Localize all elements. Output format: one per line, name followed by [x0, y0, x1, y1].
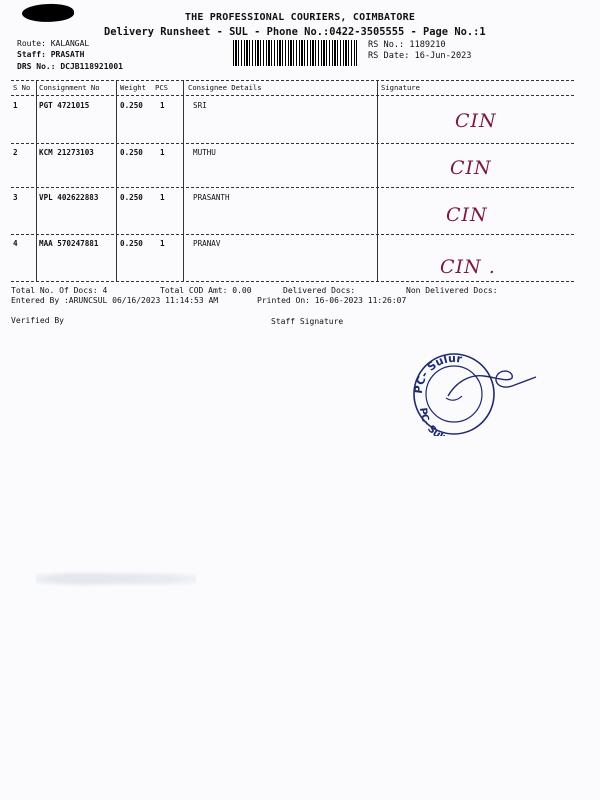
row-consignee: PRANAV	[193, 239, 221, 248]
row-pcs: 1	[160, 148, 165, 157]
company-title: THE PROFESSIONAL COURIERS, COIMBATORE	[184, 12, 416, 23]
printed-on: Printed On: 16-06-2023 11:26:07	[257, 296, 407, 305]
row-weight: 0.250	[120, 101, 143, 110]
faded-bleed-through	[36, 566, 196, 592]
signature-mark: CIN	[446, 204, 488, 226]
row-sno: 4	[13, 239, 18, 248]
col-header-signature: Signature	[381, 83, 420, 92]
row-divider	[11, 143, 574, 144]
row-consignment: PGT 4721015	[39, 101, 90, 110]
runsheet-subtitle: Delivery Runsheet - SUL - Phone No.:0422-3505555 - Page No.:1	[104, 26, 486, 38]
signature-mark: CIN .	[440, 256, 496, 278]
total-docs: Total No. Of Docs: 4	[11, 286, 108, 295]
row-weight: 0.250	[120, 239, 143, 248]
column-divider	[183, 80, 184, 281]
row-divider	[11, 234, 574, 235]
col-header-consignee: Consignee Details	[188, 83, 262, 92]
row-divider	[11, 187, 574, 188]
total-cod: Total COD Amt: 0.00	[160, 286, 252, 295]
rs-date: RS Date: 16-Jun-2023	[368, 51, 472, 61]
row-consignee: SRI	[193, 101, 207, 110]
column-divider	[377, 80, 378, 281]
col-header-consignment: Consignment No	[39, 83, 100, 92]
column-divider	[116, 80, 117, 281]
column-divider	[36, 80, 37, 281]
non-delivered-docs: Non Delivered Docs:	[406, 286, 498, 295]
entered-by: Entered By :ARUNCSUL 06/16/2023 11:14:53 AM	[11, 296, 219, 305]
signature-mark: CIN	[450, 157, 492, 179]
table-bottom-rule	[11, 281, 574, 282]
col-header-pcs: PCS	[155, 83, 168, 92]
row-sno: 3	[13, 193, 18, 202]
staff-signature-label: Staff Signature	[271, 317, 344, 326]
stamp-text-top: PC- Sulur	[412, 352, 463, 395]
col-header-weight: Weight	[120, 83, 146, 92]
row-pcs: 1	[160, 101, 165, 110]
row-sno: 1	[13, 101, 18, 110]
stamp-text-bottom: PC- Su	[416, 407, 443, 436]
row-consignee: MUTHU	[193, 148, 216, 157]
verified-by-label: Verified By	[11, 316, 64, 325]
row-sno: 2	[13, 148, 18, 157]
row-consignment: KCM 21273103	[39, 148, 94, 157]
staff-label: Staff: PRASATH	[17, 50, 85, 59]
drs-number: DRS No.: DCJB118921001	[17, 62, 123, 71]
row-consignee: PRASANTH	[193, 193, 230, 202]
delivered-docs: Delivered Docs:	[283, 286, 356, 295]
col-header-sno: S No	[13, 83, 31, 92]
route-label: Route: KALANGAL	[17, 39, 90, 48]
row-weight: 0.250	[120, 148, 143, 157]
barcode	[233, 40, 357, 66]
row-pcs: 1	[160, 193, 165, 202]
row-weight: 0.250	[120, 193, 143, 202]
table-top-rule	[11, 80, 574, 81]
signature-mark: CIN	[455, 110, 497, 132]
row-consignment: MAA 570247881	[39, 239, 99, 248]
row-pcs: 1	[160, 239, 165, 248]
table-header-rule	[11, 95, 574, 96]
svg-text:PC- Sulur	[412, 352, 463, 394]
row-consignment: VPL 402622883	[39, 193, 99, 202]
office-stamp	[412, 352, 542, 438]
rs-number: RS No.: 1189210	[368, 40, 446, 50]
